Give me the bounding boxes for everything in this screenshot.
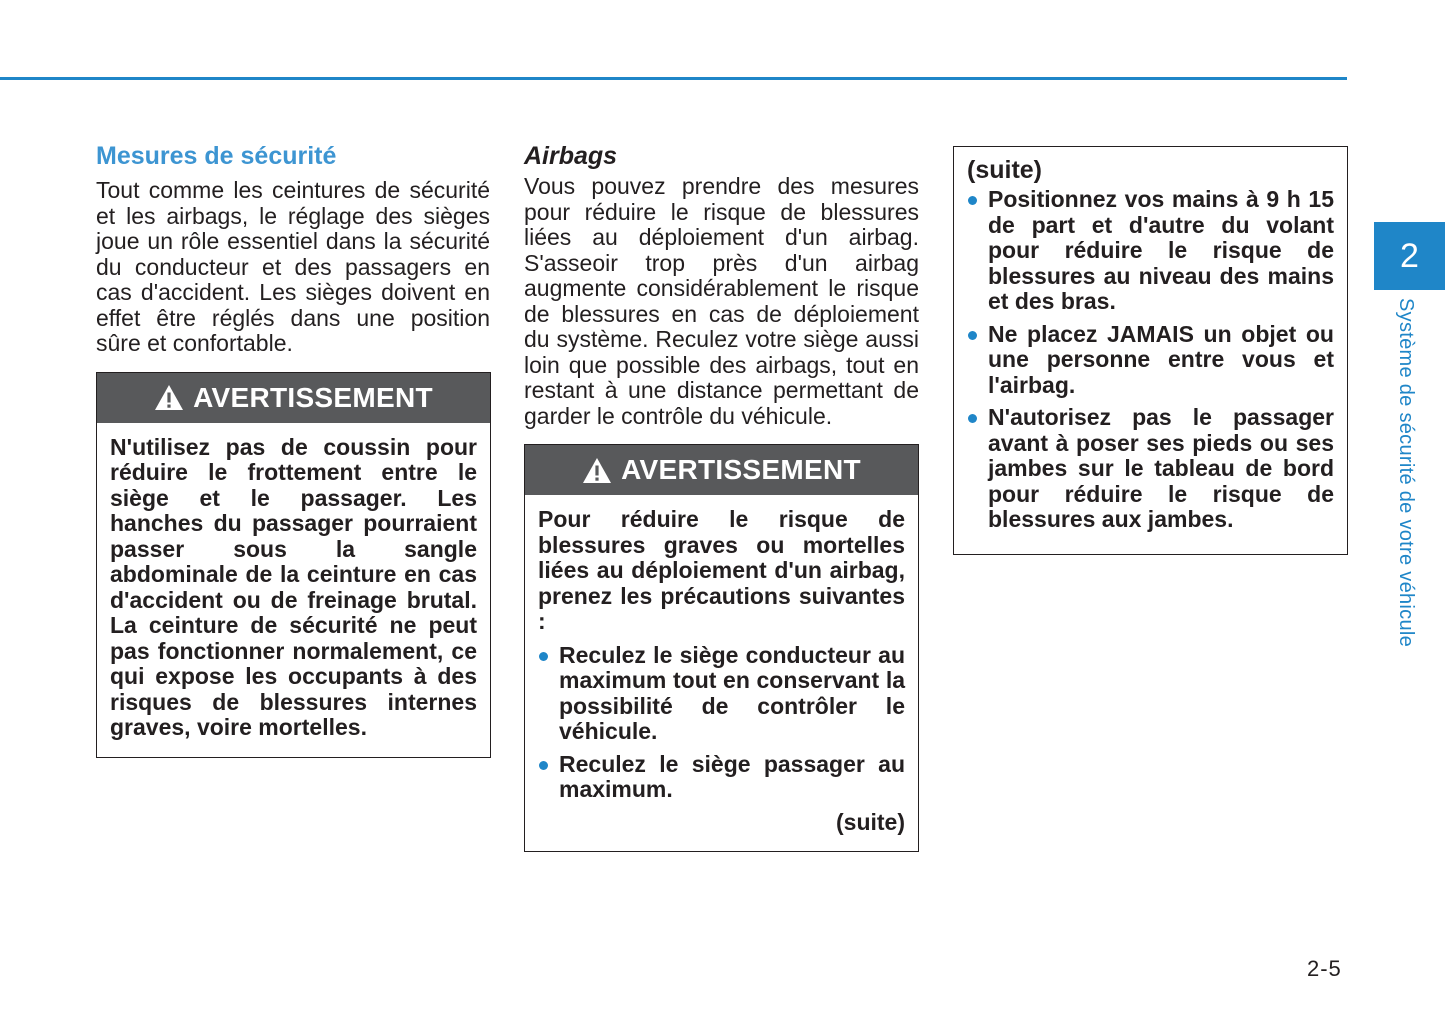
- safety-paragraph: Tout comme les ceintures de sécurité et les airbags, le réglage des sièges joue un rôle essentiel dans la sécurité du conducteur et des passagers en cas d'accident. Les sièges doivent en effet être réglés dans une position sûre et confortable.: [96, 177, 490, 356]
- precautions-list: [538, 643, 905, 803]
- section-title-safety: Mesures de sécurité: [96, 142, 337, 170]
- chapter-tab: 2: [1374, 222, 1445, 290]
- warning-heading: AVERTISSEMENT: [193, 381, 433, 413]
- continued-label: (suite): [836, 808, 905, 835]
- column-1: [96, 140, 490, 758]
- list-item: Reculez le siège conducteur au maximum tout en conservant la possibilité de contrôler le véhicule.: [538, 643, 905, 745]
- continued-list: [967, 187, 1334, 533]
- airbags-paragraph: Vous pouvez prendre des mesures pour réduire le risque de blessures liées au déploiement d'un airbag. S'asseoir trop près d'un airbag augmente considérablement le risque de blessures en cas de déploiement du système. Reculez votre siège aussi loin que possible des airbags, tout en restant à une distance permettant de garder le contrôle du véhicule.: [524, 173, 919, 429]
- list-item: Reculez le siège passager au maximum.: [538, 752, 905, 803]
- warning-body: [525, 495, 918, 851]
- continued-title: (suite): [967, 156, 1042, 184]
- chapter-title: Système de sécurité de votre véhicule: [1395, 298, 1417, 648]
- page-number: 2-5: [1307, 956, 1342, 981]
- list-item: N'autorisez pas le passager avant à poser ses pieds ou ses jambes sur le tableau de bord pour réduire le risque de blessures aux jambes.: [967, 405, 1334, 533]
- list-item: Ne placez JAMAIS un objet ou une personne entre vous et l'airbag.: [967, 322, 1334, 399]
- warning-body: [97, 423, 490, 757]
- warning-intro: Pour réduire le risque de blessures graves ou mortelles liées au déploiement d'un airbag, prenez les précautions suivantes :: [538, 506, 905, 634]
- column-2: [524, 140, 919, 852]
- warning-box-airbags: [524, 444, 919, 852]
- warning-triangle-icon: [582, 457, 612, 484]
- warning-header: [97, 373, 490, 423]
- column-3: [953, 146, 1348, 555]
- warning-header: [525, 445, 918, 495]
- list-item: Positionnez vos mains à 9 h 15 de part et d'autre du volant pour réduire le risque de blessures au niveau des mains et des bras.: [967, 187, 1334, 315]
- warning-continued-box: [953, 146, 1348, 555]
- warning-triangle-icon: [154, 384, 184, 411]
- warning-text: N'utilisez pas de coussin pour réduire le frottement entre le siège et le passager. Les hanches du passager pourraient passer sous la sangle abdominale de la ceinture en cas d'accident ou de freinage brutal. La ceinture de sécurité ne peut pas fonctionner normalement, ce qui expose les occupants à des risques de blessures internes graves, voire mortelles.: [110, 433, 477, 740]
- warning-box-cushion: [96, 372, 491, 758]
- header-rule: [0, 77, 1347, 80]
- warning-heading: AVERTISSEMENT: [621, 454, 861, 485]
- section-title-airbags: Airbags: [524, 142, 618, 170]
